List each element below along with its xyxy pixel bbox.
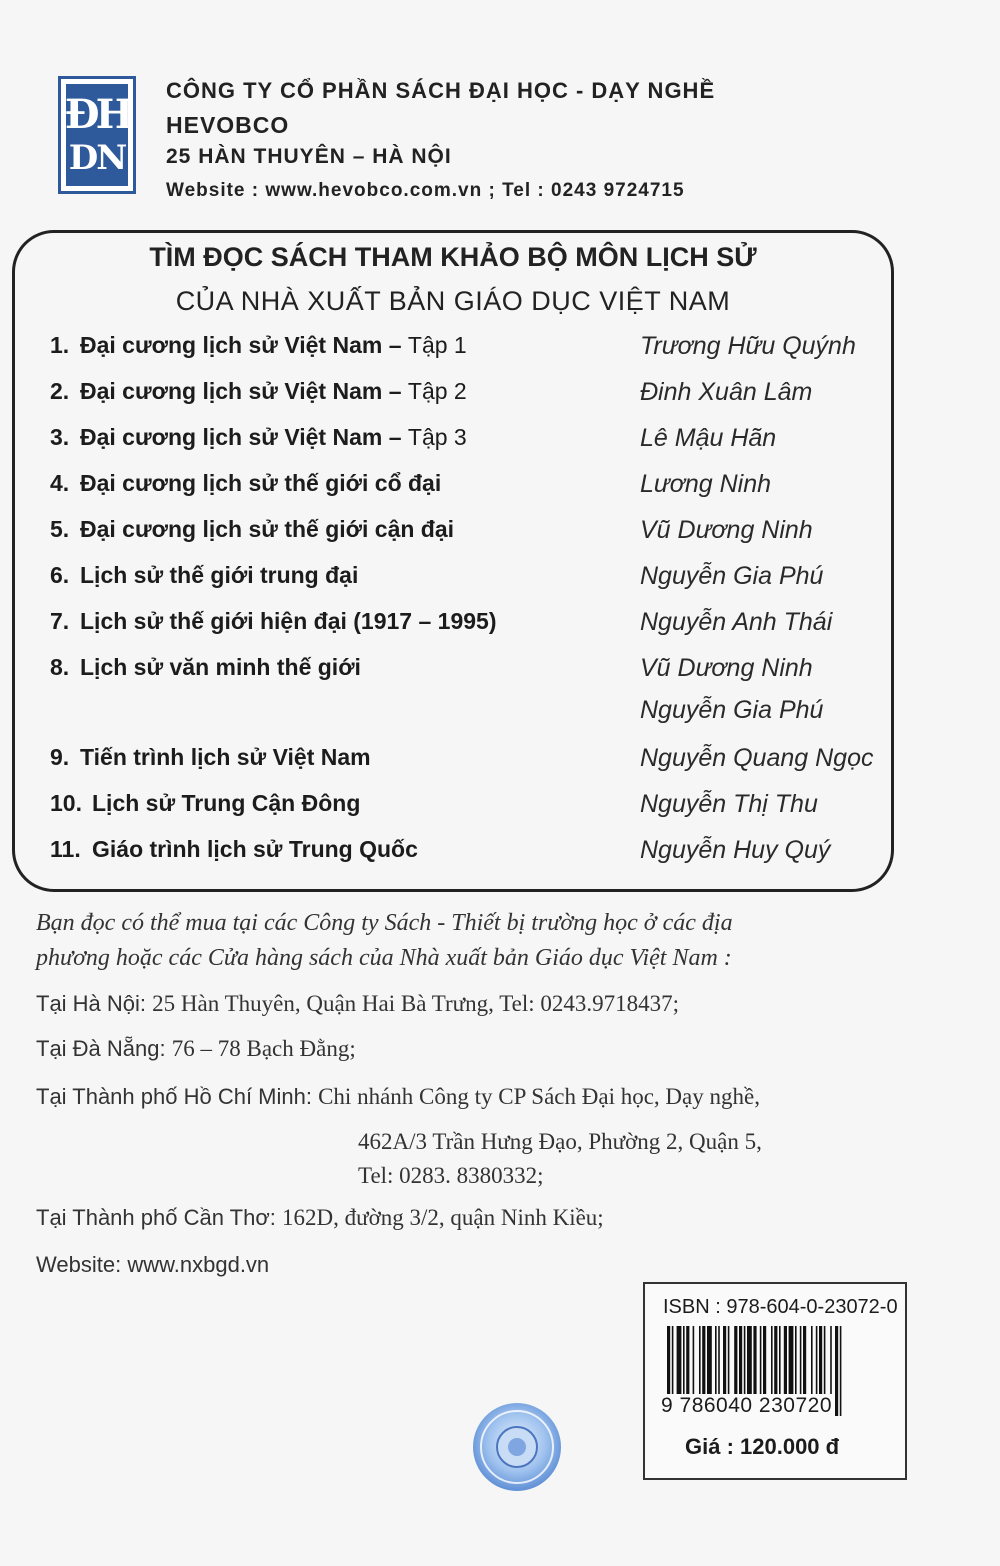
address-hcm: [36, 1084, 760, 1110]
book-title-text: Lịch sử thế giới hiện đại (1917 – 1995): [80, 608, 497, 634]
book-item: [0, 378, 906, 418]
book-number: 3.: [50, 424, 70, 450]
book-title-text: Lịch sử thế giới trung đại: [80, 562, 359, 588]
book-item: [0, 608, 906, 648]
book-title: [92, 790, 360, 817]
book-author: Trương Hữu Quýnh: [640, 332, 856, 360]
book-title-text: Đại cương lịch sử Việt Nam –: [80, 378, 402, 404]
address-hanoi-value: 25 Hàn Thuyên, Quận Hai Bà Trưng, Tel: 0243.9718437;: [152, 991, 680, 1016]
book-number: 6.: [50, 562, 70, 588]
book-title: [80, 378, 467, 405]
book-item: [0, 744, 906, 784]
publisher-address: 25 HÀN THUYÊN – HÀ NỘI: [166, 145, 452, 168]
book-title: [80, 608, 496, 635]
intro-line-2: phương hoặc các Cửa hàng sách của Nhà xuất bản Giáo dục Việt Nam :: [36, 945, 732, 971]
address-danang-label: Tại Đà Nẵng:: [36, 1036, 166, 1061]
address-hcm-label: Tại Thành phố Hồ Chí Minh:: [36, 1084, 312, 1109]
address-danang-value: 76 – 78 Bạch Đằng;: [171, 1036, 356, 1061]
book-title-text: Đại cương lịch sử Việt Nam –: [80, 424, 402, 450]
intro-line-1: Bạn đọc có thể mua tại các Công ty Sách - Thiết bị trường học ở các địa: [36, 910, 733, 936]
book-author: Nguyễn Thị Thu: [640, 790, 818, 818]
book-number: 1.: [50, 332, 70, 358]
seal-sticker-icon: [470, 1400, 564, 1494]
book-volume: Tập 1: [407, 332, 467, 358]
book-item: [0, 836, 906, 876]
website-label: Website:: [36, 1252, 122, 1277]
book-number: 7.: [50, 608, 70, 634]
book-author: Lê Mậu Hãn: [640, 424, 777, 452]
book-title-text: Đại cương lịch sử thế giới cổ đại: [80, 470, 442, 496]
book-item: [0, 562, 906, 602]
book-title-text: Lịch sử Trung Cận Đông: [92, 790, 361, 816]
book-author: Đinh Xuân Lâm: [640, 378, 813, 406]
book-author: Vũ Dương Ninh: [640, 516, 813, 544]
address-cantho-label: Tại Thành phố Cần Thơ:: [36, 1205, 276, 1230]
isbn-price-box: [643, 1282, 907, 1480]
book-title-text: Giáo trình lịch sử Trung Quốc: [92, 836, 418, 862]
book-author: Lương Ninh: [640, 470, 772, 498]
website-value[interactable]: www.nxbgd.vn: [127, 1252, 270, 1277]
book-item: [0, 790, 906, 830]
book-number: 8.: [50, 654, 70, 680]
address-hanoi: [36, 991, 679, 1017]
book-number: 4.: [50, 470, 70, 496]
book-item: [0, 424, 906, 464]
address-danang: [36, 1036, 356, 1062]
book-title: [80, 424, 467, 451]
book-number: 9.: [50, 744, 70, 770]
book-number: 5.: [50, 516, 70, 542]
book-author: Nguyễn Huy Quý: [640, 836, 831, 864]
book-title: [80, 562, 358, 589]
isbn-label: ISBN : 978-604-0-23072-0: [663, 1296, 898, 1318]
book-volume: Tập 2: [407, 378, 467, 404]
book-list-subtitle: CỦA NHÀ XUẤT BẢN GIÁO DỤC VIỆT NAM: [175, 286, 731, 316]
book-title: [80, 516, 454, 543]
book-author: Nguyễn Gia Phú: [640, 562, 824, 590]
address-cantho: [36, 1205, 604, 1231]
publisher-company: CÔNG TY CỔ PHẦN SÁCH ĐẠI HỌC - DẠY NGHỀ: [166, 78, 716, 103]
book-number: 11.: [50, 836, 81, 862]
price: Giá : 120.000 đ: [685, 1434, 840, 1459]
book-title: [80, 332, 467, 359]
isbn-digits: 9 786040 230720: [661, 1394, 832, 1417]
address-hanoi-label: Tại Hà Nội:: [36, 991, 147, 1016]
book-author: Nguyễn Anh Thái: [640, 608, 833, 636]
book-number: 10.: [50, 790, 82, 816]
book-item: [0, 654, 906, 724]
book-item: [0, 332, 906, 372]
book-item: [0, 470, 906, 510]
book-author-2: Nguyễn Gia Phú: [640, 696, 824, 724]
book-author: Nguyễn Quang Ngọc: [640, 744, 874, 772]
address-hcm-line-2: 462A/3 Trần Hưng Đạo, Phường 2, Quận 5,: [358, 1129, 762, 1154]
website: [36, 1252, 269, 1278]
logo-line-1: ĐH: [64, 91, 130, 138]
logo-line-2: DN: [68, 138, 126, 178]
book-title: [80, 654, 361, 681]
book-number: 2.: [50, 378, 70, 404]
book-title-text: Lịch sử văn minh thế giới: [80, 654, 361, 680]
book-author: Vũ Dương Ninh: [640, 654, 813, 682]
book-title: [80, 470, 441, 497]
book-title: [80, 744, 371, 771]
address-hcm-line-3: Tel: 0283. 8380332;: [358, 1163, 544, 1188]
book-list-title: TÌM ĐỌC SÁCH THAM KHẢO BỘ MÔN LỊCH SỬ: [149, 242, 757, 272]
barcode-bar: [835, 1326, 838, 1416]
barcode-bar: [840, 1326, 842, 1416]
book-title-text: Tiến trình lịch sử Việt Nam: [80, 744, 371, 770]
book-volume: Tập 3: [407, 424, 467, 450]
book-title: [92, 836, 418, 863]
book-title-text: Đại cương lịch sử Việt Nam –: [80, 332, 402, 358]
publisher-contact: Website : www.hevobco.com.vn ; Tel : 0243 9724715: [166, 180, 685, 201]
publisher-logo: [58, 76, 136, 194]
book-title-text: Đại cương lịch sử thế giới cận đại: [80, 516, 455, 542]
address-cantho-value: 162D, đường 3/2, quận Ninh Kiều;: [282, 1205, 604, 1230]
book-item: [0, 516, 906, 556]
publisher-brand: HEVOBCO: [166, 112, 290, 138]
address-hcm-value: Chi nhánh Công ty CP Sách Đại học, Dạy nghề,: [318, 1084, 760, 1109]
